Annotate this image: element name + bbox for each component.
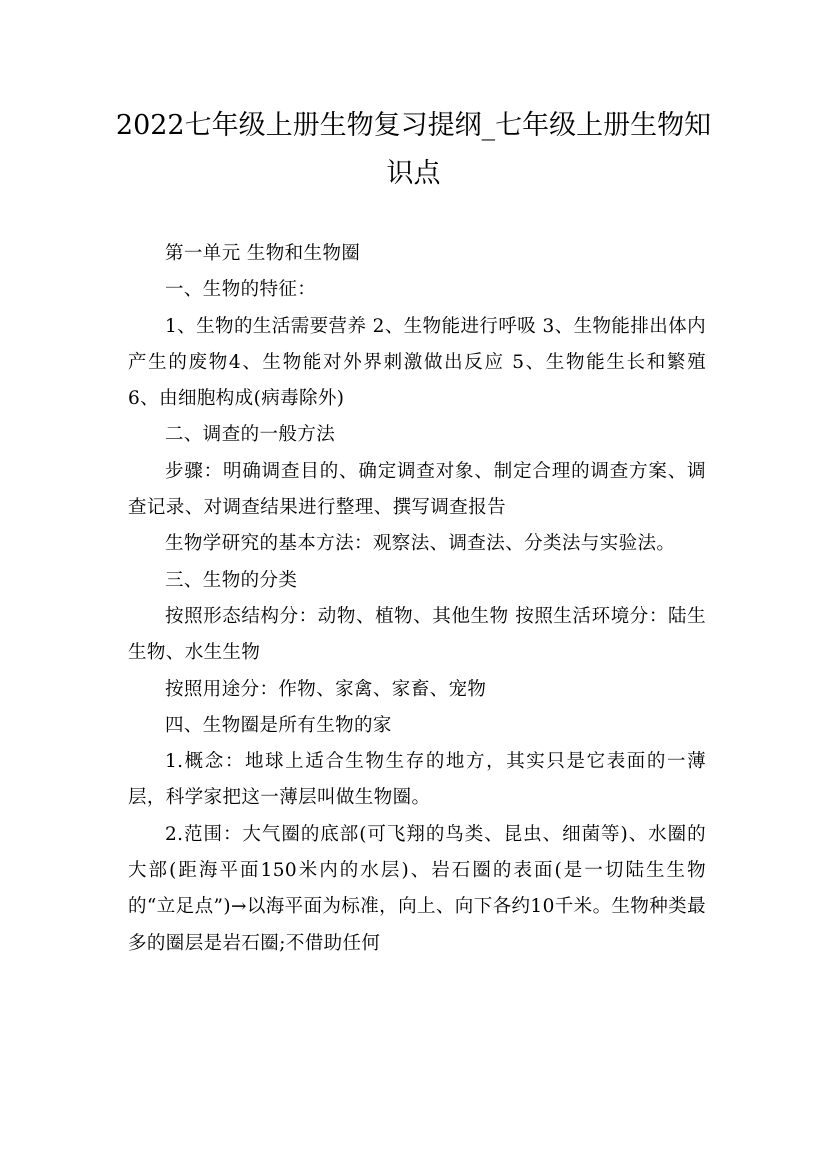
- paragraph-classification-by-structure: 按照形态结构分：动物、植物、其他生物 按照生活环境分：陆生生物、水生生物: [128, 605, 706, 664]
- paragraph-biosphere-range: 2.范围：大气圈的底部(可飞翔的鸟类、昆虫、细菌等)、水圈的大部(距海平面150米内的水层)、岩石圈的表面(是一切陆生生物的“立足点”)→以海平面为标准，向上、向下各约10千米。生物种类最多的圈层是岩石圈;不借助任何: [128, 823, 706, 954]
- section-heading-biosphere: 四、生物圈是所有生物的家: [165, 714, 392, 736]
- section-heading-characteristics: 一、生物的特征：: [165, 279, 317, 301]
- paragraph-basic-methods: 生物学研究的基本方法：观察法、调查法、分类法与实验法。: [165, 533, 676, 555]
- paragraph-biosphere-concept: 1.概念：地球上适合生物生存的地方，其实只是它表面的一薄层，科学家把这一薄层叫做生物圈。: [128, 751, 706, 809]
- document-body: [128, 236, 706, 962]
- section-heading-survey-method: 二、调查的一般方法: [165, 424, 336, 446]
- unit-heading: 第一单元 生物和生物圈: [165, 243, 361, 264]
- section-heading-classification: 三、生物的分类: [165, 569, 298, 591]
- document-title: 2022七年级上册生物复习提纲_七年级上册生物知识点: [115, 110, 712, 189]
- paragraph-characteristics-list: 1、生物的生活需要营养 2、生物能进行呼吸 3、生物能排出体内产生的废物4、生物能对外界刺激做出反应 5、生物能生长和繁殖 6、由细胞构成(病毒除外): [128, 315, 706, 410]
- paragraph-classification-by-use: 按照用途分：作物、家禽、家畜、宠物: [165, 678, 487, 700]
- paragraph-survey-steps: 步骤：明确调查目的、确定调查对象、制定合理的调查方案、调查记录、对调查结果进行整理、撰写调查报告: [128, 460, 706, 519]
